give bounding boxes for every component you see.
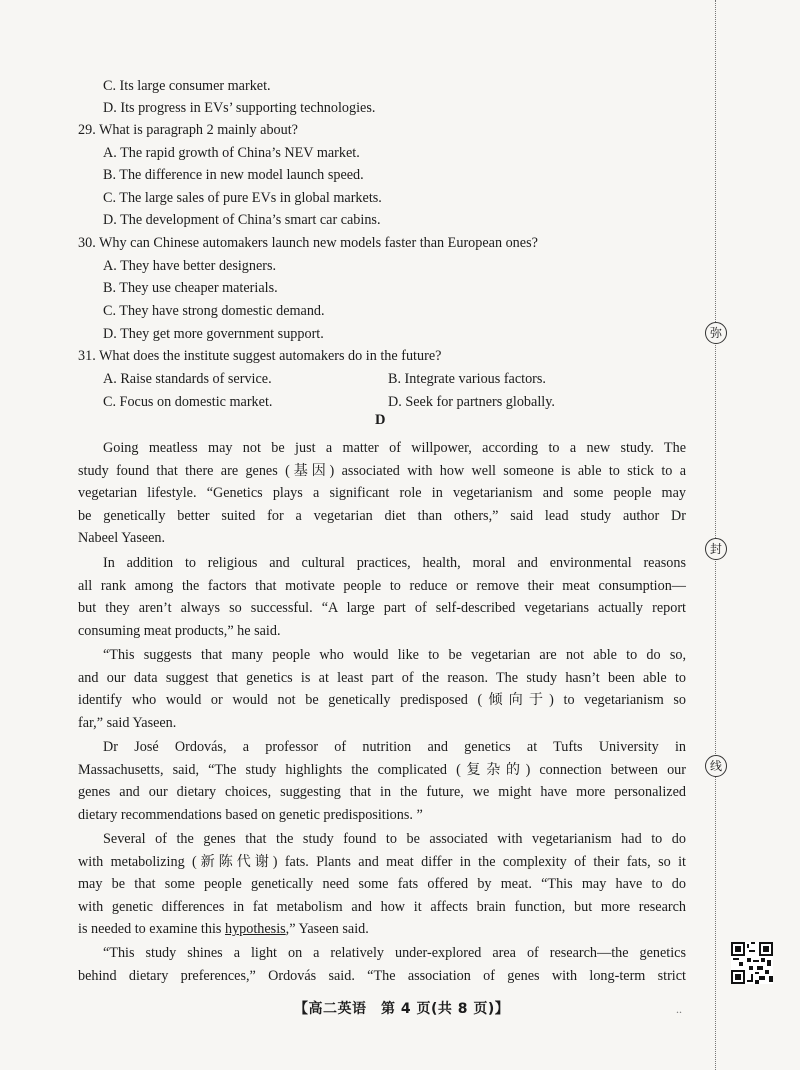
- binding-mark-xian: 线: [705, 755, 727, 777]
- question-30-option-d: D. They get more government support.: [103, 326, 324, 342]
- paragraph-line: Several of the genes that the study found to be associated with vegetarianism had to do: [103, 831, 686, 847]
- passage-paragraph-1: [78, 437, 686, 550]
- paragraph-line: study found that there are genes (基因) associated with how well someone is able to stick to a: [78, 462, 686, 479]
- question-31-option-c: C. Focus on domestic market.: [103, 394, 273, 410]
- question-31-stem: 31. What does the institute suggest automakers do in the future?: [78, 348, 442, 364]
- binding-mark-feng: 封: [705, 538, 727, 560]
- question-31-option-a: A. Raise standards of service.: [103, 371, 272, 387]
- paragraph-line: far,” said Yaseen.: [78, 714, 177, 731]
- question-29-option-b: B. The difference in new model launch speed.: [103, 167, 364, 183]
- paragraph-line: Dr José Ordovás, a professor of nutrition and genetics at Tufts University in: [103, 739, 686, 755]
- page-footer: 【高二英语 第 4 页(共 8 页)】: [294, 1001, 510, 1017]
- qr-code-image: [731, 942, 773, 984]
- paragraph-line: consuming meat products,” he said.: [78, 622, 281, 639]
- paragraph-line: [78, 918, 686, 941]
- question-30-stem: 30. Why can Chinese automakers launch new models faster than European ones?: [78, 235, 538, 251]
- paragraph-line: may be that some people genetically need some fats offered by meat. “This may have to do: [78, 876, 686, 893]
- paragraph-line: identify who would or would not be genetically predisposed (倾向于) to vegetarianism so: [78, 692, 686, 709]
- question-31-option-b: B. Integrate various factors.: [388, 371, 546, 387]
- question-31-option-d: D. Seek for partners globally.: [388, 394, 555, 410]
- paragraph-line: be genetically better suited for a vegetarian diet than others,” said lead study author Dr: [78, 507, 686, 524]
- question-29-option-c: C. The large sales of pure EVs in global markets.: [103, 190, 382, 206]
- question-30-option-c: C. They have strong domestic demand.: [103, 303, 325, 319]
- underlined-word-hypothesis: hypothesis: [224, 921, 286, 938]
- section-heading: D: [375, 412, 386, 428]
- question-29-option-d: D. The development of China’s smart car cabins.: [103, 212, 381, 228]
- question-30-option-b: B. They use cheaper materials.: [103, 280, 278, 296]
- paragraph-line: behind dietary preferences,” Ordovás said. “The association of genes with long-term strict: [78, 967, 686, 984]
- paragraph-line: but they aren’t always so successful. “A large part of self-described vegetarians actually report: [78, 600, 686, 617]
- paragraph-line: with metabolizing (新陈代谢) fats. Plants and meat differ in the complexity of their fats, so it: [78, 853, 686, 870]
- paragraph-line: “This suggests that many people who would like to be vegetarian are not able to do so,: [103, 647, 686, 663]
- question-30-option-a: A. They have better designers.: [103, 258, 277, 274]
- binding-mark-mi: 弥: [705, 322, 727, 344]
- paragraph-line: Going meatless may not be just a matter of willpower, according to a new study. The: [103, 440, 686, 456]
- paragraph-line: “This study shines a light on a relatively under-explored area of research—the genetics: [103, 945, 686, 961]
- footer-mark: ..: [676, 1002, 682, 1016]
- passage-paragraph-3: [78, 644, 686, 734]
- text-run: is needed to examine this: [78, 921, 225, 938]
- passage-paragraph-5: [78, 828, 686, 941]
- paragraph-line: vegetarian lifestyle. “Genetics plays a significant role in vegetarianism and some people may: [78, 485, 686, 502]
- prev-option-d: D. Its progress in EVs’ supporting technologies.: [103, 100, 376, 116]
- prev-option-c: C. Its large consumer market.: [103, 78, 271, 94]
- question-29-option-a: A. The rapid growth of China’s NEV market.: [103, 145, 360, 161]
- paragraph-line: In addition to religious and cultural practices, health, moral and environmental reasons: [103, 555, 686, 571]
- paragraph-line: genes and our dietary choices, suggesting that in the future, we might have more personalized: [78, 784, 686, 801]
- passage-paragraph-4: [78, 736, 686, 826]
- text-run: ,” Yaseen said.: [285, 921, 369, 938]
- paragraph-line: Massachusetts, said, “The study highlights the complicated (复杂的) connection between our: [78, 761, 686, 778]
- question-29-stem: 29. What is paragraph 2 mainly about?: [78, 122, 298, 138]
- passage-paragraph-2: [78, 552, 686, 642]
- passage-paragraph-6: [78, 942, 686, 987]
- paragraph-line: with genetic differences in fat metabolism and how it affects brain function, but more research: [78, 898, 686, 915]
- paragraph-line: Nabeel Yaseen.: [78, 530, 166, 547]
- binding-dotted-line: [715, 0, 716, 1070]
- paragraph-line: and our data suggest that genetics is at least part of the reason. The study hasn’t been able to: [78, 669, 686, 686]
- paragraph-line: dietary recommendations based on genetic predispositions. ”: [78, 806, 423, 823]
- paragraph-line: all rank among the factors that motivate people to reduce or remove their meat consumption—: [78, 577, 686, 594]
